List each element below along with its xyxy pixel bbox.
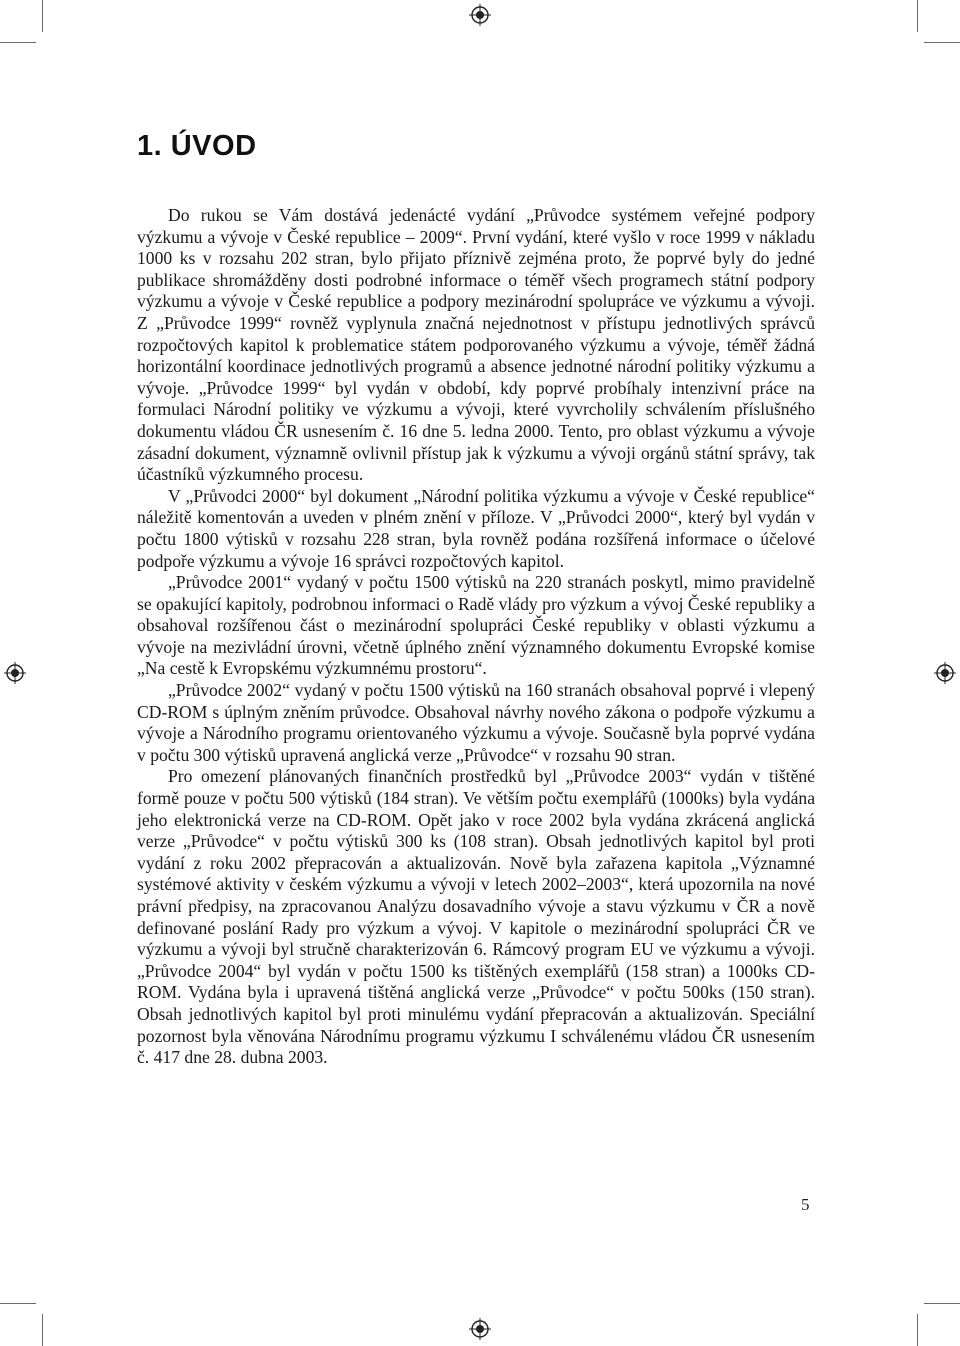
paragraph-pruvodce-2000: V „Průvodci 2000“ byl dokument „Národní politika výzkumu a vývoje v České republice“ náležitě komentován a uveden v plném znění v příloze. V „Průvodci 2000“, který byl vydán v počtu 1800 výtisků v rozsahu 228 stran, byla rovněž podána rozšířená informace o účelové podpoře výzkumu a vývoje 16 správci rozpočtových kapitol. (137, 485, 815, 571)
paragraph-pruvodce-2003-2004: Pro omezení plánovaných finančních prostředků byl „Průvodce 2003“ vydán v tištěné formě pouze v počtu 500 výtisků (184 stran). Ve větším počtu exemplářů (1000ks) byla vydána jeho elektronická verze na CD-ROM. Opět jako v roce 2002 byla vydána zkrácená anglická verze „Průvodce“ v počtu výtisků 300 ks (108 stran). Obsah jednotlivých kapitol byl proti vydání z roku 2002 přepracován a aktualizován. Nově byla zařazena kapitola „Významné systémové aktivity v českém výzkumu a vývoji v letech 2002–2003“, která upozornila na nové právní předpisy, na zpracovanou Analýzu dosavadního vývoje a stavu výzkumu v ČR a nově definované poslání Rady pro výzkum a vývoj. V kapitole o mezinárodní spolupráci ČR ve výzkumu a vývoji byl stručně charakterizován 6. Rámcový program EU ve výzkumu a vývoji. „Průvodce 2004“ byl vydán v počtu 1500 ks tištěných exemplářů (158 stran) a 1000ks CD-ROM. Vydána byla i upravená tištěná anglická verze „Průvodce“ v počtu 500ks (150 stran). Obsah jednotlivých kapitol byl proti minulému vydání přepracován a aktualizován. Speciální pozornost byla věnována Národnímu programu výzkumu I schválenému vládou ČR usnesením č. 417 dne 28. dubna 2003. (137, 766, 815, 1068)
crop-mark-bottom-left (0, 1303, 36, 1304)
paragraph-intro: Do rukou se Vám dostává jedenácté vydání „Průvodce systémem veřejné podpory výzkumu a vývoje v České republice – 2009“. První vydání, které vyšlo v roce 1999 v nákladu 1000 ks v rozsahu 202 stran, bylo přijato příznivě zejména proto, že poprvé byly do jedné publikace shromážděny dosti podrobné informace o téměř všech programech státní podpory výzkumu a vývoje v České republice a podpory mezinárodní spolupráce ve výzkumu a vývoji. Z „Průvodce 1999“ rovněž vyplynula značná nejednotnost v přístupu jednotlivých správců rozpočtových kapitol k problematice státem podporovaného výzkumu a vývoje, téměř žádná horizontální koordinace jednotlivých programů a absence jednotné národní politiky výzkumu a vývoje. „Průvodce 1999“ byl vydán v období, kdy poprvé probíhaly intenzivní práce na formulaci Národní politiky ve výzkumu a vývoji, které vyvrcholily schválením příslušného dokumentu vládou ČR usnesením č. 16 dne 5. ledna 2000. Tento, pro oblast výzkumu a vývoje zásadní dokument, významně ovlivnil přístup jak k výzkumu a vývoji orgánů státní správy, tak účastníků výzkumného procesu. (137, 205, 815, 485)
paragraph-pruvodce-2001: „Průvodce 2001“ vydaný v počtu 1500 výtisků na 220 stranách poskytl, mimo pravidelně se opakující kapitoly, podrobnou informaci o Radě vlády pro výzkum a vývoj České republiky a obsahoval rozšířenou část o mezinárodní spolupráci České republiky v oblasti výzkumu a vývoje na mezivládní úrovni, včetně úplného znění významného dokumentu Evropské komise „Na cestě k Evropskému výzkumnému prostoru“. (137, 572, 815, 679)
registration-mark-right-icon (934, 662, 956, 684)
crop-mark-bottom-right (924, 1303, 960, 1304)
chapter-heading: 1. ÚVOD (137, 130, 257, 162)
page-number: 5 (801, 1195, 810, 1214)
crop-mark-bottom-left-vertical (42, 1314, 43, 1346)
registration-mark-bottom-icon (469, 1318, 491, 1340)
crop-mark-top-right (924, 42, 960, 43)
crop-mark-top-left-vertical (42, 0, 43, 32)
registration-mark-top-icon (469, 4, 491, 26)
paragraph-pruvodce-2002: „Průvodce 2002“ vydaný v počtu 1500 výtisků na 160 stranách obsahoval poprvé i vlepený CD-ROM s úplným zněním průvodce. Obsahoval návrhy nového zákona o podpoře výzkumu a vývoje a Národního programu orientovaného výzkumu a vývoje. Současně byla poprvé vydána v počtu 300 výtisků upravená anglická verze „Průvodce“ v rozsahu 90 stran. (137, 680, 815, 765)
registration-mark-left-icon (4, 662, 26, 684)
crop-mark-bottom-right-vertical (917, 1314, 918, 1346)
crop-mark-top-right-vertical (917, 0, 918, 32)
body-text (137, 205, 815, 1069)
crop-mark-top-left (0, 42, 36, 43)
